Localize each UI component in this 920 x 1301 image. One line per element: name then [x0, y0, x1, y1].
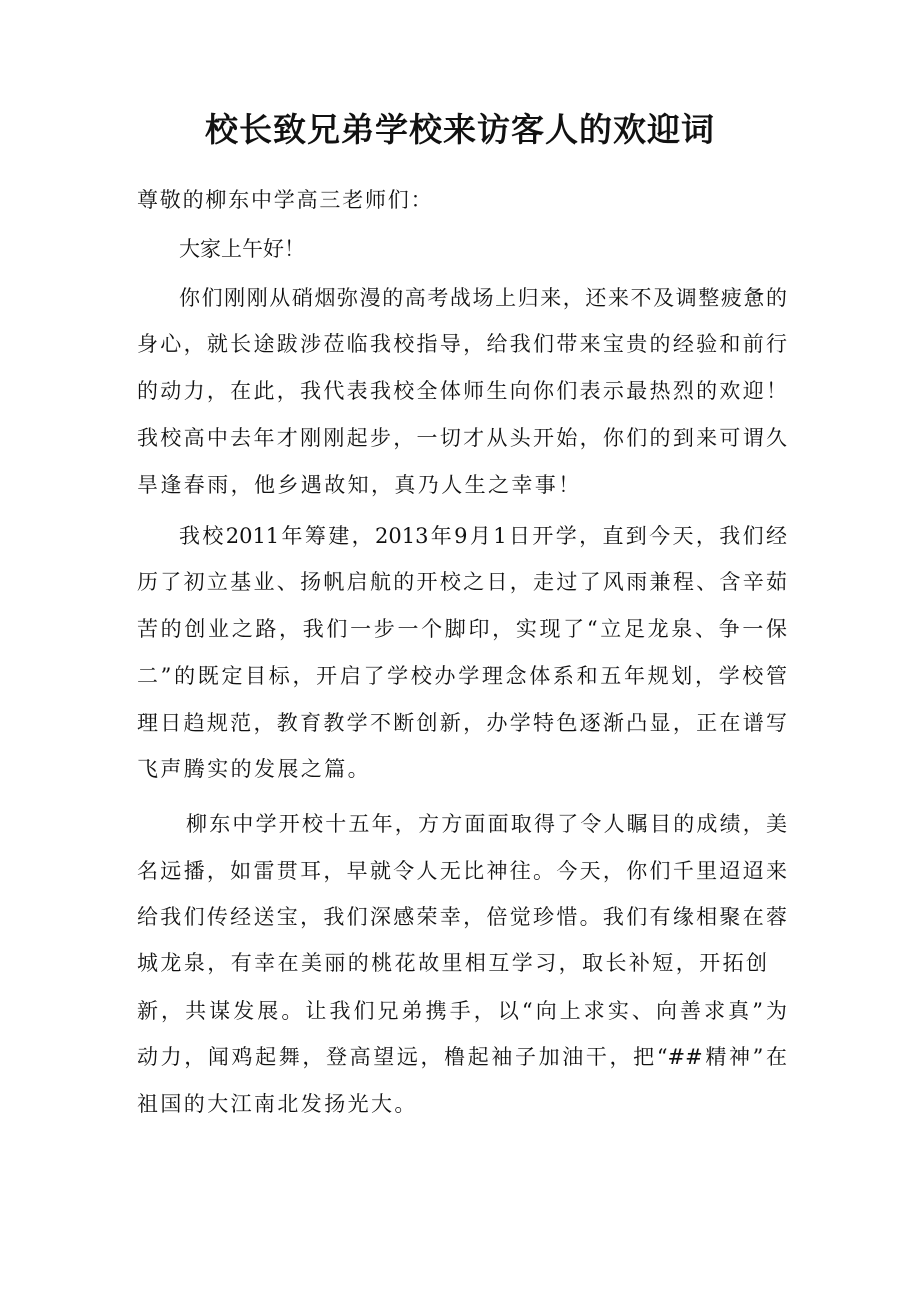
paragraph-3-line-6: 动力，闻鸡起舞，登高望远，橹起袖子加油干，把“##精神”在 [137, 1045, 787, 1069]
salutation: 尊敬的柳东中学高三老师们： [137, 188, 434, 212]
paragraph-2-line-3: 苦的创业之路，我们一步一个脚印，实现了“立足龙泉、争一保 [137, 617, 787, 641]
paragraph-1-line-5: 旱逢春雨，他乡遇故知，真乃人生之幸事！ [137, 473, 582, 497]
greeting: 大家上午好！ [179, 237, 305, 261]
paragraph-3-line-3: 给我们传经送宝，我们深感荣幸，倍觉珍惜。我们有缘相聚在蓉 [137, 905, 787, 929]
paragraph-2-line-2: 历了初立基业、扬帆启航的开校之日，走过了风雨兼程、含辛茹 [137, 570, 787, 594]
paragraph-3-line-2: 名远播，如雷贯耳，早就令人无比神往。今天，你们千里迢迢来 [137, 859, 787, 883]
paragraph-1-line-3: 的动力，在此，我代表我校全体师生向你们表示最热烈的欢迎！ [137, 379, 787, 403]
paragraph-1-line-4: 我校高中去年才刚刚起步，一切才从头开始，你们的到来可谓久 [137, 426, 787, 450]
document-title: 校长致兄弟学校来访客人的欢迎词 [205, 110, 715, 149]
paragraph-3-line-1: 柳东中学开校十五年，方方面面取得了令人瞩目的成绩，美 [186, 812, 787, 836]
paragraph-3-line-7: 祖国的大江南北发扬光大。 [137, 1092, 418, 1116]
paragraph-3-line-5: 新，共谋发展。让我们兄弟携手，以“向上求实、向善求真”为 [137, 999, 787, 1023]
paragraph-1-line-2: 身心，就长途跋涉莅临我校指导，给我们带来宝贵的经验和前行 [137, 332, 787, 356]
paragraph-3-line-4: 城龙泉，有幸在美丽的桃花故里相互学习，取长补短，开拓创 [137, 951, 767, 975]
paragraph-1-line-1: 你们刚刚从硝烟弥漫的高考战场上归来，还来不及调整疲惫的 [179, 286, 787, 310]
paragraph-2-line-4: 二”的既定目标，开启了学校办学理念体系和五年规划，学校管 [137, 664, 787, 688]
paragraph-2-line-5: 理日趋规范，教育教学不断创新，办学特色逐渐凸显，正在谱写 [137, 711, 787, 735]
paragraph-2-line-6: 飞声腾实的发展之篇。 [137, 757, 371, 781]
paragraph-2-line-1: 我校2011年筹建，2013年9月1日开学，直到今天，我们经 [179, 524, 787, 548]
